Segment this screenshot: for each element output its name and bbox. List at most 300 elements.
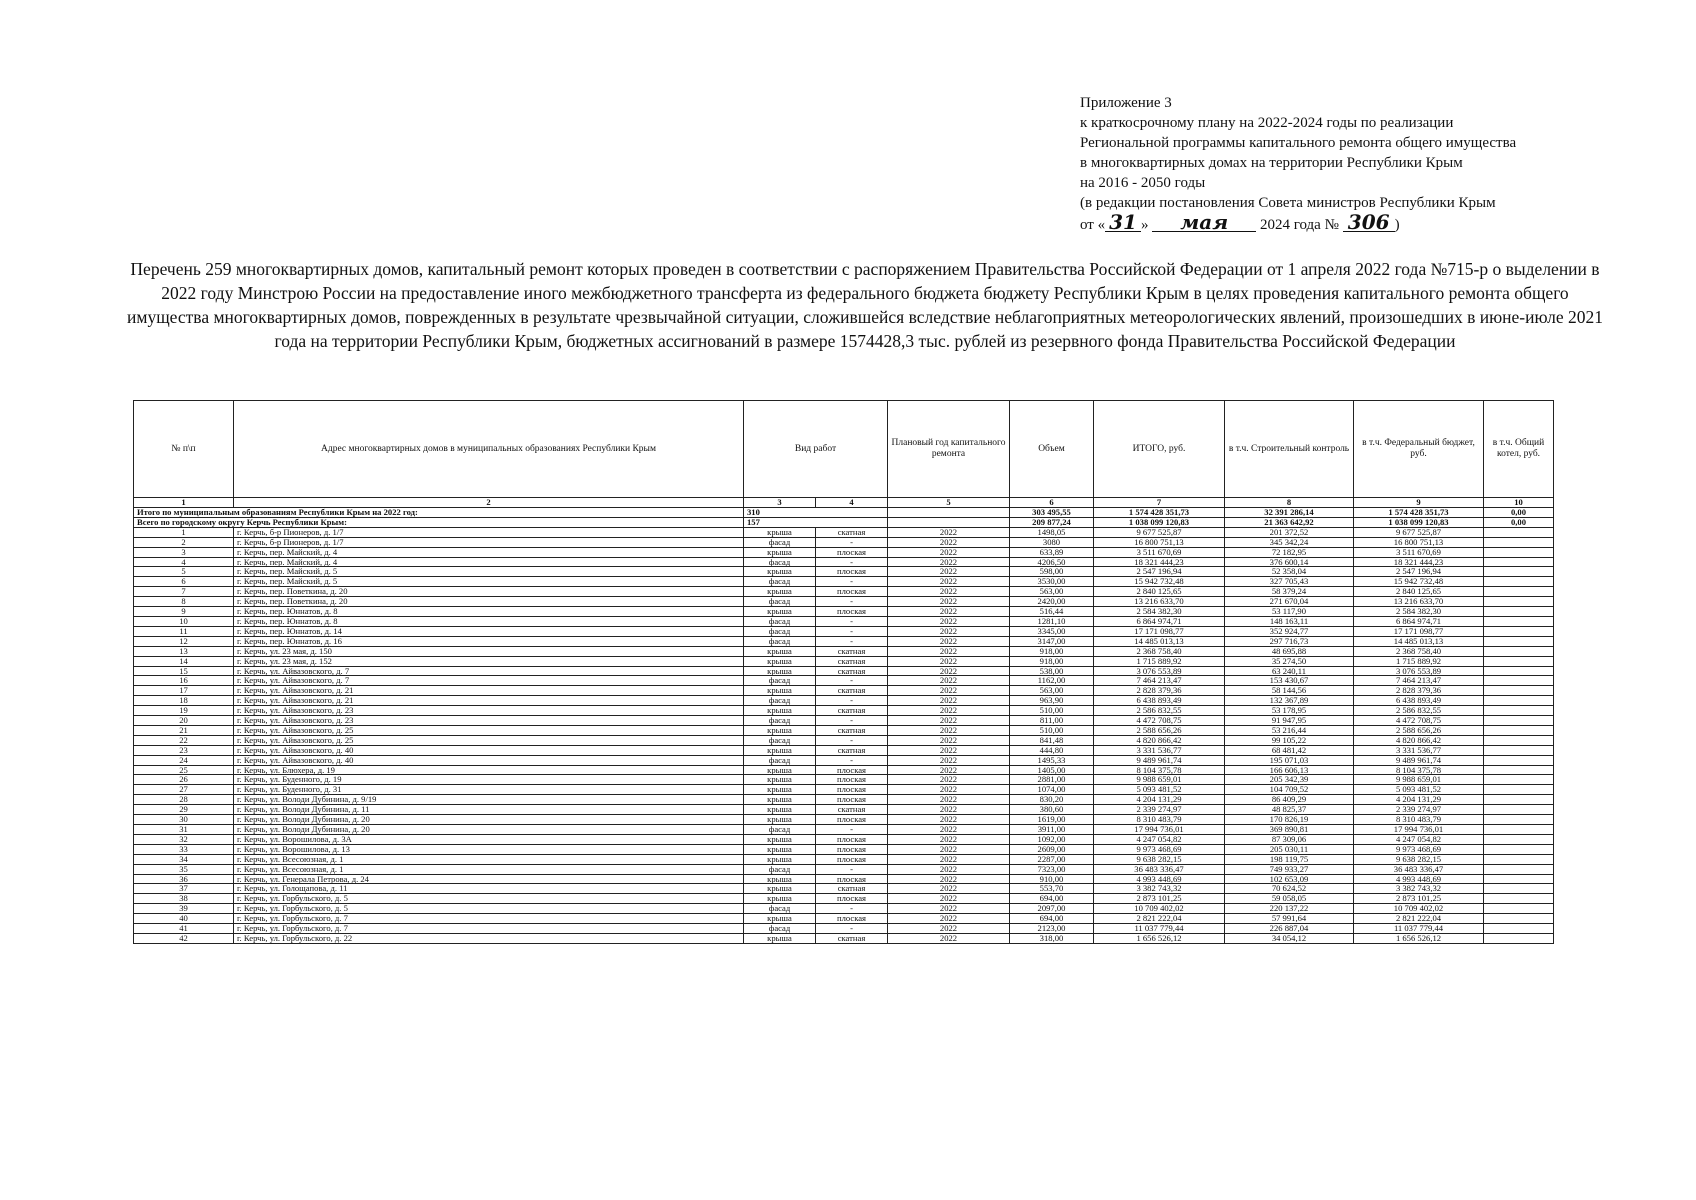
row-work-type: фасад <box>744 864 816 874</box>
row-federal: 16 800 751,13 <box>1354 537 1484 547</box>
appendix-line: Приложение 3 <box>1080 95 1172 111</box>
row-control: 59 058,05 <box>1225 894 1354 904</box>
header-boiler: в т.ч. Общий котел, руб. <box>1484 401 1554 498</box>
row-control: 52 358,04 <box>1225 567 1354 577</box>
row-total: 9 489 961,74 <box>1094 755 1225 765</box>
row-work-type: фасад <box>744 577 816 587</box>
row-roof-type: - <box>816 696 888 706</box>
row-volume: 841,48 <box>1010 735 1094 745</box>
row-total: 9 973 468,69 <box>1094 844 1225 854</box>
header-total: ИТОГО, руб. <box>1094 401 1225 498</box>
row-total: 2 339 274,97 <box>1094 805 1225 815</box>
row-address: г. Керчь, б-р Пионеров, д. 1/7 <box>234 537 744 547</box>
row-volume: 1281,10 <box>1010 616 1094 626</box>
row-plan-year: 2022 <box>888 725 1010 735</box>
row-volume: 1619,00 <box>1010 815 1094 825</box>
row-total: 13 216 633,70 <box>1094 597 1225 607</box>
total-volume: 303 495,55 <box>1010 508 1094 518</box>
row-roof-type: плоская <box>816 894 888 904</box>
row-volume: 2097,00 <box>1010 904 1094 914</box>
row-total: 2 873 101,25 <box>1094 894 1225 904</box>
row-volume: 553,70 <box>1010 884 1094 894</box>
row-federal: 3 382 743,32 <box>1354 884 1484 894</box>
row-plan-year: 2022 <box>888 735 1010 745</box>
row-work-type: фасад <box>744 626 816 636</box>
row-address: г. Керчь, ул. Буденного, д. 19 <box>234 775 744 785</box>
row-boiler <box>1484 755 1554 765</box>
row-control: 104 709,52 <box>1225 785 1354 795</box>
row-boiler <box>1484 696 1554 706</box>
row-plan-year: 2022 <box>888 626 1010 636</box>
row-work-type: фасад <box>744 735 816 745</box>
row-control: 86 409,29 <box>1225 795 1354 805</box>
row-total: 8 310 483,79 <box>1094 815 1225 825</box>
row-number: 24 <box>134 755 234 765</box>
row-federal: 9 973 468,69 <box>1354 844 1484 854</box>
table-row <box>134 567 1554 577</box>
table-row <box>134 894 1554 904</box>
row-plan-year: 2022 <box>888 547 1010 557</box>
handwritten-number: 306 <box>1343 213 1395 232</box>
row-volume: 516,44 <box>1010 607 1094 617</box>
row-volume: 510,00 <box>1010 725 1094 735</box>
row-federal: 7 464 213,47 <box>1354 676 1484 686</box>
row-plan-year: 2022 <box>888 587 1010 597</box>
row-boiler <box>1484 626 1554 636</box>
row-number: 10 <box>134 616 234 626</box>
row-boiler <box>1484 686 1554 696</box>
row-volume: 694,00 <box>1010 894 1094 904</box>
row-plan-year: 2022 <box>888 805 1010 815</box>
row-number: 38 <box>134 894 234 904</box>
row-total: 36 483 336,47 <box>1094 864 1225 874</box>
row-total: 2 586 832,55 <box>1094 706 1225 716</box>
row-roof-type: плоская <box>816 795 888 805</box>
row-total: 6 438 893,49 <box>1094 696 1225 706</box>
row-roof-type: - <box>816 904 888 914</box>
row-roof-type: - <box>816 825 888 835</box>
row-address: г. Керчь, ул. Володи Дубинина, д. 20 <box>234 825 744 835</box>
row-control: 68 481,42 <box>1225 745 1354 755</box>
row-volume: 918,00 <box>1010 646 1094 656</box>
row-volume: 1495,33 <box>1010 755 1094 765</box>
date-year: 2024 года № <box>1259 217 1339 233</box>
row-federal: 4 472 708,75 <box>1354 716 1484 726</box>
row-volume: 694,00 <box>1010 914 1094 924</box>
row-control: 72 182,95 <box>1225 547 1354 557</box>
row-volume: 963,90 <box>1010 696 1094 706</box>
row-federal: 3 076 553,89 <box>1354 666 1484 676</box>
row-number: 32 <box>134 834 234 844</box>
row-total: 18 321 444,23 <box>1094 557 1225 567</box>
row-roof-type: - <box>816 616 888 626</box>
row-boiler <box>1484 537 1554 547</box>
table-row <box>134 904 1554 914</box>
row-number: 37 <box>134 884 234 894</box>
row-control: 48 825,37 <box>1225 805 1354 815</box>
row-plan-year: 2022 <box>888 696 1010 706</box>
row-work-type: крыша <box>744 725 816 735</box>
row-address: г. Керчь, пер. Поветкина, д. 20 <box>234 587 744 597</box>
row-roof-type: скатная <box>816 527 888 537</box>
row-volume: 444,80 <box>1010 745 1094 755</box>
row-roof-type: - <box>816 557 888 567</box>
row-address: г. Керчь, ул. 23 мая, д. 152 <box>234 656 744 666</box>
row-control: 198 119,75 <box>1225 854 1354 864</box>
row-total: 8 104 375,78 <box>1094 765 1225 775</box>
row-total: 17 171 098,77 <box>1094 626 1225 636</box>
row-work-type: крыша <box>744 795 816 805</box>
total-sum: 1 038 099 120,83 <box>1094 517 1225 527</box>
row-control: 195 071,03 <box>1225 755 1354 765</box>
row-plan-year: 2022 <box>888 577 1010 587</box>
table-row <box>134 775 1554 785</box>
column-numbers-row <box>134 498 1554 508</box>
row-work-type: крыша <box>744 815 816 825</box>
row-address: г. Керчь, пер. Юннатов, д. 14 <box>234 626 744 636</box>
row-total: 5 093 481,52 <box>1094 785 1225 795</box>
row-work-type: фасад <box>744 597 816 607</box>
row-work-type: фасад <box>744 636 816 646</box>
date-mid: » <box>1140 217 1149 233</box>
row-address: г. Керчь, пер. Майский, д. 5 <box>234 567 744 577</box>
row-total: 15 942 732,48 <box>1094 577 1225 587</box>
row-boiler <box>1484 735 1554 745</box>
row-federal: 4 820 866,42 <box>1354 735 1484 745</box>
row-control: 749 933,27 <box>1225 864 1354 874</box>
row-plan-year: 2022 <box>888 557 1010 567</box>
row-address: г. Керчь, ул. Айвазовского, д. 23 <box>234 706 744 716</box>
row-address: г. Керчь, пер. Юннатов, д. 8 <box>234 616 744 626</box>
row-volume: 318,00 <box>1010 933 1094 943</box>
row-volume: 4206,50 <box>1010 557 1094 567</box>
row-work-type: крыша <box>744 686 816 696</box>
row-federal: 4 247 054,82 <box>1354 834 1484 844</box>
row-address: г. Керчь, ул. Горбульского, д. 7 <box>234 914 744 924</box>
row-boiler <box>1484 706 1554 716</box>
row-plan-year: 2022 <box>888 567 1010 577</box>
table-row <box>134 765 1554 775</box>
row-plan-year: 2022 <box>888 933 1010 943</box>
row-number: 34 <box>134 854 234 864</box>
row-number: 15 <box>134 666 234 676</box>
row-control: 201 372,52 <box>1225 527 1354 537</box>
row-boiler <box>1484 914 1554 924</box>
row-work-type: крыша <box>744 745 816 755</box>
row-total: 4 472 708,75 <box>1094 716 1225 726</box>
row-roof-type: плоская <box>816 765 888 775</box>
row-number: 6 <box>134 577 234 587</box>
row-boiler <box>1484 765 1554 775</box>
row-work-type: крыша <box>744 706 816 716</box>
total-federal: 1 038 099 120,83 <box>1354 517 1484 527</box>
row-address: г. Керчь, ул. Буденного, д. 31 <box>234 785 744 795</box>
row-roof-type: плоская <box>816 547 888 557</box>
row-control: 53 216,44 <box>1225 725 1354 735</box>
row-work-type: фасад <box>744 755 816 765</box>
row-federal: 9 988 659,01 <box>1354 775 1484 785</box>
row-federal: 2 821 222,04 <box>1354 914 1484 924</box>
row-number: 4 <box>134 557 234 567</box>
row-control: 70 624,52 <box>1225 884 1354 894</box>
header-volume: Объем <box>1010 401 1094 498</box>
row-work-type: крыша <box>744 834 816 844</box>
row-volume: 1498,05 <box>1010 527 1094 537</box>
row-plan-year: 2022 <box>888 924 1010 934</box>
row-number: 27 <box>134 785 234 795</box>
row-number: 16 <box>134 676 234 686</box>
row-total: 10 709 402,02 <box>1094 904 1225 914</box>
table-row <box>134 616 1554 626</box>
row-address: г. Керчь, ул. Горбульского, д. 7 <box>234 924 744 934</box>
row-number: 36 <box>134 874 234 884</box>
row-plan-year: 2022 <box>888 646 1010 656</box>
row-control: 35 274,50 <box>1225 656 1354 666</box>
row-number: 14 <box>134 656 234 666</box>
row-plan-year: 2022 <box>888 745 1010 755</box>
row-boiler <box>1484 587 1554 597</box>
row-work-type: фасад <box>744 537 816 547</box>
row-plan-year: 2022 <box>888 656 1010 666</box>
row-address: г. Керчь, ул. Айвазовского, д. 25 <box>234 725 744 735</box>
row-roof-type: скатная <box>816 884 888 894</box>
row-roof-type: скатная <box>816 933 888 943</box>
row-boiler <box>1484 924 1554 934</box>
row-plan-year: 2022 <box>888 706 1010 716</box>
row-control: 205 030,11 <box>1225 844 1354 854</box>
houses-table-wrap <box>133 400 1553 944</box>
row-plan-year: 2022 <box>888 894 1010 904</box>
row-volume: 3147,00 <box>1010 636 1094 646</box>
total-count: 310 <box>744 508 888 518</box>
row-control: 166 606,13 <box>1225 765 1354 775</box>
row-federal: 8 104 375,78 <box>1354 765 1484 775</box>
row-boiler <box>1484 577 1554 587</box>
row-total: 2 840 125,65 <box>1094 587 1225 597</box>
row-number: 33 <box>134 844 234 854</box>
row-number: 3 <box>134 547 234 557</box>
row-roof-type: скатная <box>816 805 888 815</box>
row-work-type: крыша <box>744 785 816 795</box>
row-boiler <box>1484 716 1554 726</box>
row-volume: 2287,00 <box>1010 854 1094 864</box>
row-work-type: крыша <box>744 607 816 617</box>
table-row <box>134 646 1554 656</box>
row-control: 297 716,73 <box>1225 636 1354 646</box>
handwritten-month: мая <box>1152 213 1256 232</box>
row-volume: 830,20 <box>1010 795 1094 805</box>
table-row <box>134 666 1554 676</box>
row-federal: 36 483 336,47 <box>1354 864 1484 874</box>
row-control: 132 367,89 <box>1225 696 1354 706</box>
row-roof-type: плоская <box>816 914 888 924</box>
date-close: ) <box>1394 217 1400 233</box>
row-number: 35 <box>134 864 234 874</box>
table-row <box>134 557 1554 567</box>
row-number: 21 <box>134 725 234 735</box>
row-address: г. Керчь, ул. Ворошилова, д. 3А <box>234 834 744 844</box>
col-number: 9 <box>1354 498 1484 508</box>
row-volume: 1092,00 <box>1010 834 1094 844</box>
row-address: г. Керчь, ул. Всесоюзная, д. 1 <box>234 864 744 874</box>
row-work-type: крыша <box>744 587 816 597</box>
row-work-type: фасад <box>744 904 816 914</box>
row-plan-year: 2022 <box>888 765 1010 775</box>
row-work-type: крыша <box>744 567 816 577</box>
row-address: г. Керчь, ул. Блюхера, д. 19 <box>234 765 744 775</box>
row-boiler <box>1484 854 1554 864</box>
row-total: 4 204 131,29 <box>1094 795 1225 805</box>
row-address: г. Керчь, ул. Володи Дубинина, д. 20 <box>234 815 744 825</box>
row-address: г. Керчь, пер. Юннатов, д. 16 <box>234 636 744 646</box>
row-roof-type: - <box>816 537 888 547</box>
row-address: г. Керчь, ул. Айвазовского, д. 23 <box>234 716 744 726</box>
total-row-crimea <box>134 508 1554 518</box>
row-volume: 563,00 <box>1010 686 1094 696</box>
row-plan-year: 2022 <box>888 755 1010 765</box>
header-federal: в т.ч. Федеральный бюджет, руб. <box>1354 401 1484 498</box>
row-plan-year: 2022 <box>888 686 1010 696</box>
row-control: 226 887,04 <box>1225 924 1354 934</box>
row-boiler <box>1484 527 1554 537</box>
col-number: 7 <box>1094 498 1225 508</box>
header-work: Вид работ <box>744 401 888 498</box>
header-year: Плановый год капитального ремонта <box>888 401 1010 498</box>
row-number: 13 <box>134 646 234 656</box>
row-plan-year: 2022 <box>888 775 1010 785</box>
row-work-type: крыша <box>744 527 816 537</box>
row-federal: 14 485 013,13 <box>1354 636 1484 646</box>
row-total: 6 864 974,71 <box>1094 616 1225 626</box>
row-boiler <box>1484 745 1554 755</box>
row-roof-type: плоская <box>816 854 888 864</box>
row-control: 102 653,09 <box>1225 874 1354 884</box>
row-plan-year: 2022 <box>888 795 1010 805</box>
table-row <box>134 626 1554 636</box>
table-row <box>134 825 1554 835</box>
row-total: 7 464 213,47 <box>1094 676 1225 686</box>
row-control: 327 705,43 <box>1225 577 1354 587</box>
row-control: 205 342,39 <box>1225 775 1354 785</box>
row-address: г. Керчь, ул. Айвазовского, д. 25 <box>234 735 744 745</box>
row-roof-type: плоская <box>816 775 888 785</box>
row-federal: 1 656 526,12 <box>1354 933 1484 943</box>
total-label: Всего по городскому округу Керчь Республики Крым: <box>134 517 744 527</box>
total-sum: 1 574 428 351,73 <box>1094 508 1225 518</box>
row-boiler <box>1484 557 1554 567</box>
document-title: Перечень 259 многоквартирных домов, капитальный ремонт которых проведен в соответствии с распоряжением Правительства Российской Федерации от 1 апреля 2022 года №715-р о выделении в 2022 году Минстрою России на предоставление иного межбюджетного трансферта из федерального бюджета бюджету Республики Крым в целях проведения капитального ремонта общего имущества многоквартирных домов, поврежденных в результате чрезвычайной ситуации, сложившейся вследствие неблагоприятных метеорологических явлений, произошедших в июне-июле 2021 года на территории Республики Крым, бюджетных ассигнований в размере 1574428,3 тыс. рублей из резервного фонда Правительства Российской Федерации <box>127 259 1603 351</box>
row-address: г. Керчь, ул. Всесоюзная, д. 1 <box>234 854 744 864</box>
col-number: 4 <box>816 498 888 508</box>
handwritten-day: 31 <box>1105 213 1141 232</box>
col-number: 5 <box>888 498 1010 508</box>
row-boiler <box>1484 884 1554 894</box>
row-number: 30 <box>134 815 234 825</box>
table-row <box>134 587 1554 597</box>
row-federal: 10 709 402,02 <box>1354 904 1484 914</box>
row-federal: 18 321 444,23 <box>1354 557 1484 567</box>
row-federal: 3 511 670,69 <box>1354 547 1484 557</box>
row-federal: 2 339 274,97 <box>1354 805 1484 815</box>
row-total: 2 547 196,94 <box>1094 567 1225 577</box>
row-boiler <box>1484 676 1554 686</box>
row-address: г. Керчь, ул. Айвазовского, д. 21 <box>234 686 744 696</box>
row-boiler <box>1484 636 1554 646</box>
row-address: г. Керчь, ул. Володи Дубинина, д. 9/19 <box>234 795 744 805</box>
col-number: 10 <box>1484 498 1554 508</box>
total-boiler: 0,00 <box>1484 508 1554 518</box>
table-row <box>134 844 1554 854</box>
row-volume: 910,00 <box>1010 874 1094 884</box>
row-number: 39 <box>134 904 234 914</box>
table-row <box>134 805 1554 815</box>
row-plan-year: 2022 <box>888 825 1010 835</box>
total-volume: 209 877,24 <box>1010 517 1094 527</box>
row-plan-year: 2022 <box>888 636 1010 646</box>
row-work-type: крыша <box>744 933 816 943</box>
row-roof-type: - <box>816 716 888 726</box>
row-total: 2 584 382,30 <box>1094 607 1225 617</box>
row-work-type: крыша <box>744 775 816 785</box>
row-address: г. Керчь, ул. 23 мая, д. 150 <box>234 646 744 656</box>
row-federal: 2 828 379,36 <box>1354 686 1484 696</box>
row-work-type: крыша <box>744 894 816 904</box>
col-number: 6 <box>1010 498 1094 508</box>
row-roof-type: плоская <box>816 607 888 617</box>
row-number: 9 <box>134 607 234 617</box>
header-no: № п\п <box>134 401 234 498</box>
row-volume: 811,00 <box>1010 716 1094 726</box>
row-roof-type: плоская <box>816 834 888 844</box>
row-work-type: фасад <box>744 557 816 567</box>
appendix-line: Региональной программы капитального ремонта общего имущества <box>1080 135 1517 151</box>
row-boiler <box>1484 805 1554 815</box>
row-total: 4 820 866,42 <box>1094 735 1225 745</box>
row-boiler <box>1484 834 1554 844</box>
row-plan-year: 2022 <box>888 844 1010 854</box>
row-total: 17 994 736,01 <box>1094 825 1225 835</box>
row-federal: 9 638 282,15 <box>1354 854 1484 864</box>
row-address: г. Керчь, ул. Володи Дубинина, д. 11 <box>234 805 744 815</box>
row-work-type: фасад <box>744 676 816 686</box>
row-total: 2 588 656,26 <box>1094 725 1225 735</box>
row-work-type: крыша <box>744 914 816 924</box>
table-row <box>134 716 1554 726</box>
row-total: 3 511 670,69 <box>1094 547 1225 557</box>
col-number: 2 <box>234 498 744 508</box>
row-volume: 3080 <box>1010 537 1094 547</box>
row-control: 58 379,24 <box>1225 587 1354 597</box>
row-work-type: фасад <box>744 716 816 726</box>
row-number: 41 <box>134 924 234 934</box>
row-control: 170 826,19 <box>1225 815 1354 825</box>
row-work-type: крыша <box>744 656 816 666</box>
row-volume: 380,60 <box>1010 805 1094 815</box>
row-work-type: фасад <box>744 616 816 626</box>
row-work-type: фасад <box>744 825 816 835</box>
table-row <box>134 864 1554 874</box>
row-address: г. Керчь, ул. Горбульского, д. 22 <box>234 933 744 943</box>
row-boiler <box>1484 815 1554 825</box>
row-volume: 3530,00 <box>1010 577 1094 587</box>
row-total: 3 076 553,89 <box>1094 666 1225 676</box>
row-volume: 538,00 <box>1010 666 1094 676</box>
row-boiler <box>1484 933 1554 943</box>
row-boiler <box>1484 666 1554 676</box>
row-address: г. Керчь, ул. Айвазовского, д. 40 <box>234 755 744 765</box>
row-total: 2 828 379,36 <box>1094 686 1225 696</box>
row-federal: 6 438 893,49 <box>1354 696 1484 706</box>
